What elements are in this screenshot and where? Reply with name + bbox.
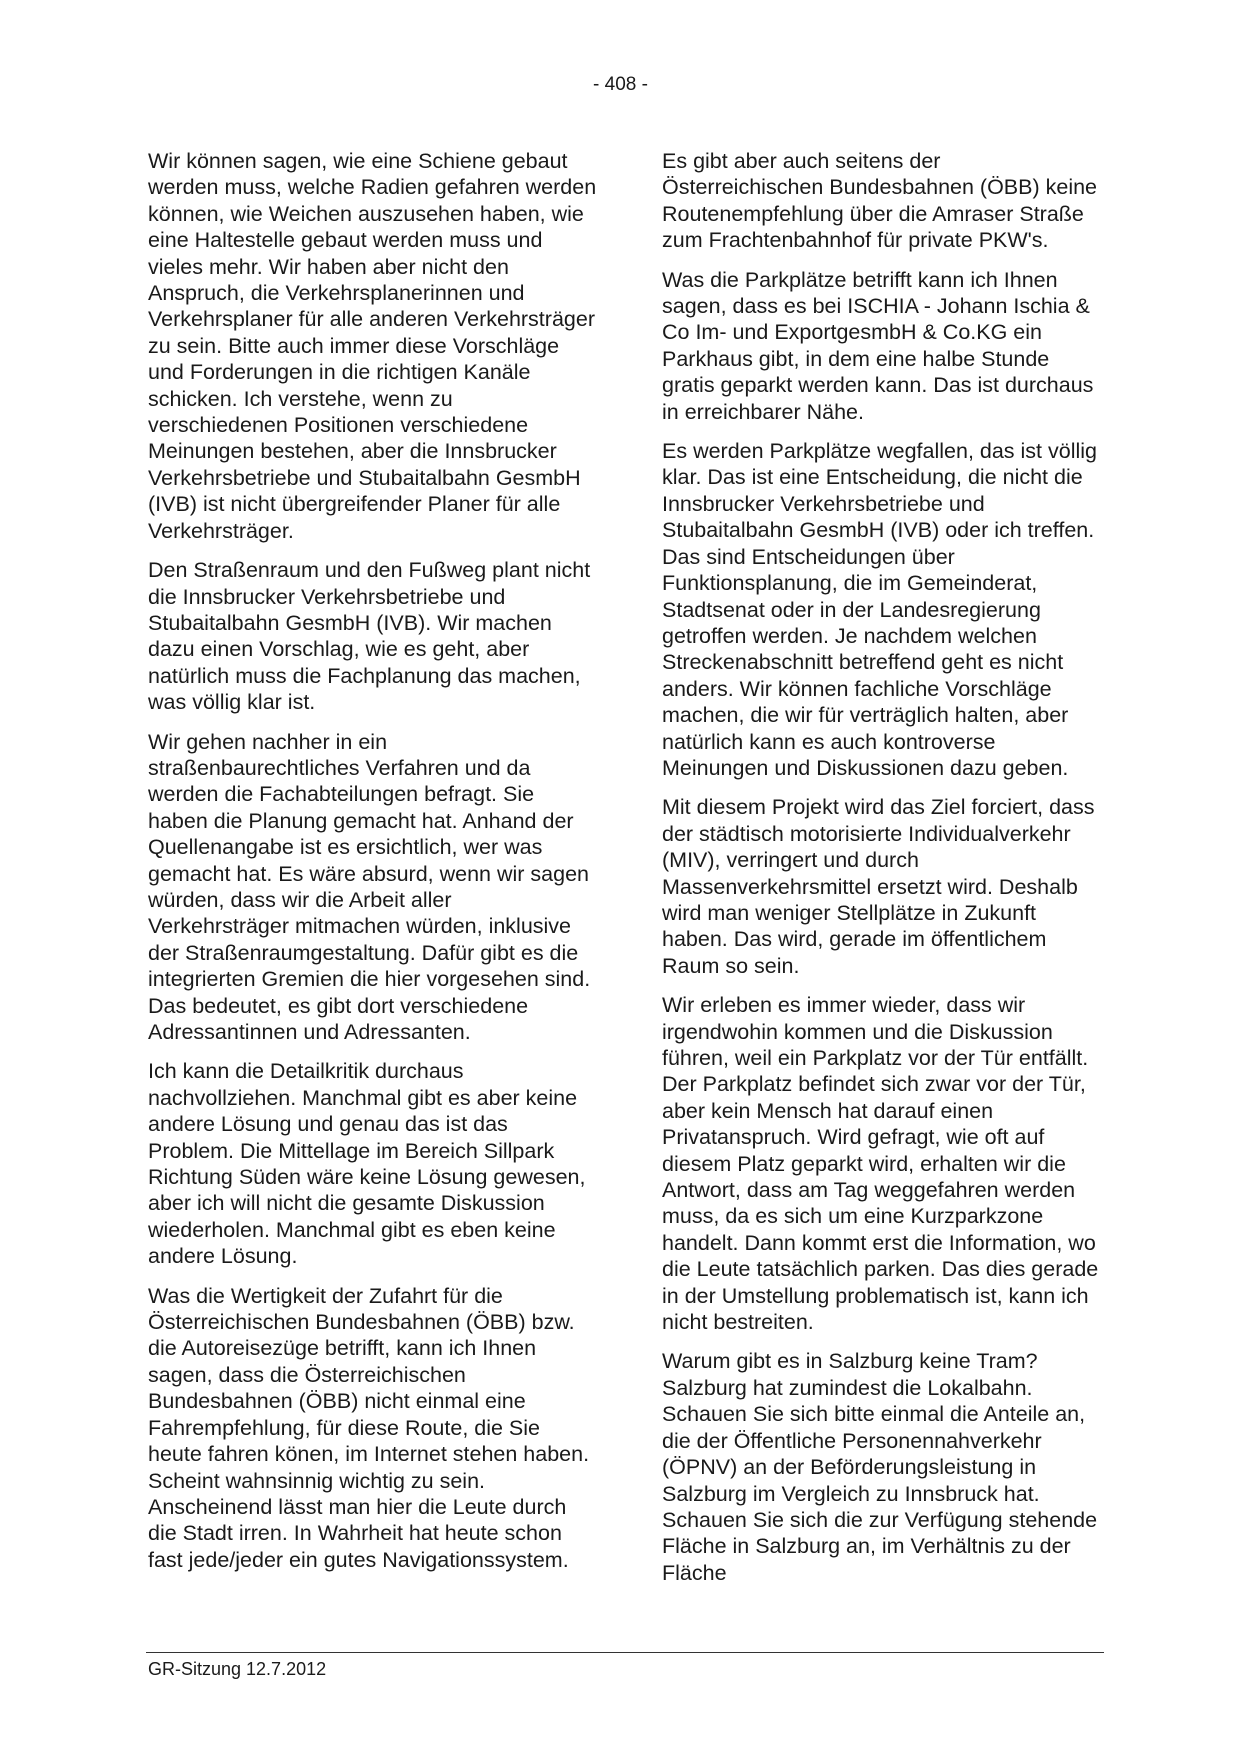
left-text-column bbox=[148, 148, 598, 1586]
paragraph: Es werden Parkplätze wegfallen, das ist völlig klar. Das ist eine Entscheidung, die nicht die Innsbrucker Verkehrsbetriebe und Stubaitalbahn GesmbH (IVB) oder ich treffen. Das sind Entscheidungen über Funktionsplanung, die im Gemeinderat, Stadtsenat oder in der Landesregierung getroffen werden. Je nachdem welchen Streckenabschnitt betreffend geht es nicht anders. Wir können fachliche Vorschläge machen, die wir für verträglich halten, aber natürlich kann es auch kontroverse Meinungen und Diskussionen dazu geben. bbox=[662, 439, 1097, 780]
paragraph: Den Straßenraum und den Fußweg plant nicht die Innsbrucker Verkehrsbetriebe und Stubaitalbahn GesmbH (IVB). Wir machen dazu einen Vorschlag, wie es geht, aber natürlich muss die Fachplanung das machen, was völlig klar ist. bbox=[148, 558, 591, 715]
paragraph: Es gibt aber auch seitens der Österreichischen Bundesbahnen (ÖBB) keine Routenempfehlung über die Amraser Straße zum Frachtenbahnhof für private PKW's. bbox=[662, 149, 1098, 253]
paragraph: Wir gehen nachher in ein straßenbaurechtliches Verfahren und da werden die Fachabteilungen befragt. Sie haben die Planung gemacht hat. Anhand der Quellenangabe ist es ersichtlich, wer was gemacht hat. Es wäre absurd, wenn wir sagen würden, dass wir die Arbeit aller Verkehrsträger mitmachen würden, inklusive der Straßenraumgestaltung. Dafür gibt es die integrierten Gremien die hier vorgesehen sind. Das bedeutet, es gibt dort verschiedene Adressantinnen und Adressanten. bbox=[148, 729, 591, 1044]
footer-session-label: GR-Sitzung 12.7.2012 bbox=[148, 1659, 327, 1679]
paragraph: Was die Parkplätze betrifft kann ich Ihnen sagen, dass es bei ISCHIA - Johann Ischia & Co Im- und ExportgesmbH & Co.KG ein Parkhaus gibt, in dem eine halbe Stunde gratis geparkt werden kann. Das ist durchaus in erreichbarer Nähe. bbox=[662, 267, 1094, 424]
paragraph: Ich kann die Detailkritik durchaus nachvollziehen. Manchmal gibt es aber keine andere Lösung und genau das ist das Problem. Die Mittellage im Bereich Sillpark Richtung Süden wäre keine Lösung gewesen, aber ich will nicht die gesamte Diskussion wiederholen. Manchmal gibt es eben keine andere Lösung. bbox=[148, 1059, 586, 1269]
right-text-column bbox=[662, 148, 1102, 1599]
paragraph: Wir erleben es immer wieder, dass wir irgendwohin kommen und die Diskussion führen, weil ein Parkplatz vor der Tür entfällt. Der Parkplatz befindet sich zwar vor der Tür, aber kein Mensch hat darauf einen Privatanspruch. Wird gefragt, wie oft auf diesem Platz geparkt wird, erhalten wir die Antwort, dass am Tag weggefahren werden muss, da es sich um eine Kurzparkzone handelt. Dann kommt erst die Information, wo die Leute tatsächlich parken. Das dies gerade in der Umstellung problematisch ist, kann ich nicht bestreiten. bbox=[662, 993, 1099, 1335]
paragraph: Wir können sagen, wie eine Schiene gebaut werden muss, welche Radien gefahren werden können, wie Weichen auszusehen haben, wie eine Haltestelle gebaut werden muss und vieles mehr. Wir haben aber nicht den Anspruch, die Verkehrsplanerinnen und Verkehrsplaner für alle anderen Verkehrsträger zu sein. Bitte auch immer diese Vorschläge und Forderungen in die richtigen Kanäle schicken. Ich verstehe, wenn zu verschiedenen Positionen verschiedene Meinungen bestehen, aber die Innsbrucker Verkehrsbetriebe und Stubaitalbahn GesmbH (IVB) ist nicht übergreifender Planer für alle Verkehrsträger. bbox=[148, 149, 597, 543]
paragraph: Was die Wertigkeit der Zufahrt für die Österreichischen Bundesbahnen (ÖBB) bzw. die Autoreisezüge betrifft, kann ich Ihnen sagen, dass die Österreichischen Bundesbahnen (ÖBB) nicht einmal eine Fahrempfehlung, für diese Route, die Sie heute fahren könen, im Internet stehen haben. Scheint wahnsinnig wichtig zu sein. Anscheinend lässt man hier die Leute durch die Stadt irren. In Wahrheit hat heute schon fast jede/jeder ein gutes Navigationssystem. bbox=[148, 1283, 590, 1572]
page-number: - 408 - bbox=[593, 74, 648, 95]
footer-divider bbox=[146, 1652, 1104, 1653]
paragraph: Mit diesem Projekt wird das Ziel forciert, dass der städtisch motorisierte Individualverkehr (MIV), verringert und durch Massenverkehrsmittel ersetzt wird. Deshalb wird man weniger Stellplätze in Zukunft haben. Das wird, gerade im öffentlichem Raum so sein. bbox=[662, 795, 1095, 978]
paragraph: Warum gibt es in Salzburg keine Tram? Salzburg hat zumindest die Lokalbahn. Schauen Sie sich bitte einmal die Anteile an, die der Öffentliche Personennahverkehr (ÖPNV) an der Beförderungsleistung in Salzburg im Vergleich zu Innsbruck hat. Schauen Sie sich die zur Verfügung stehende Fläche in Salzburg an, im Verhältnis zu der Fläche bbox=[662, 1349, 1098, 1585]
